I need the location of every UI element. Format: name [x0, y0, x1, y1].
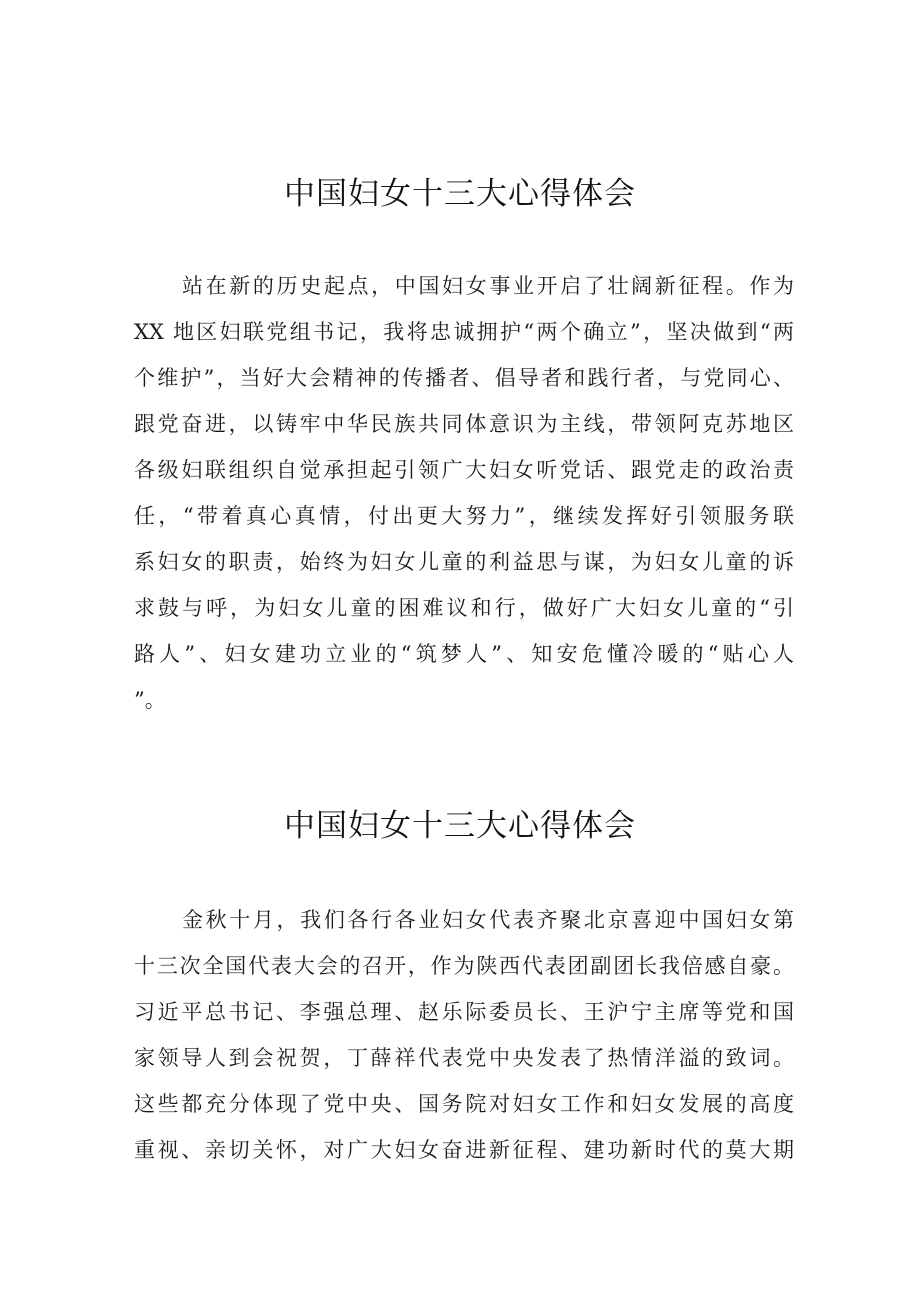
text-line: 系妇女的职责，始终为妇女儿童的利益思与谋，为妇女儿童的诉 [134, 550, 794, 574]
text-line: 这些都充分体现了党中央、国务院对妇女工作和妇女发展的高度 [134, 1092, 794, 1116]
text-line: 站在新的历史起点，中国妇女事业开启了壮阔新征程。作为 [182, 274, 794, 298]
text-line: 金秋十月，我们各行各业妇女代表齐聚北京喜迎中国妇女第 [182, 908, 794, 932]
text-line: 任，“带着真心真情，付出更大努力”，继续发挥好引领服务联 [134, 504, 794, 528]
text-line: 各级妇联组织自觉承担起引领广大妇女听党话、跟党走的政治责 [134, 458, 794, 482]
text-line: 十三次全国代表大会的召开，作为陕西代表团副团长我倍感自豪。 [134, 954, 794, 978]
text-line: 重视、亲切关怀，对广大妇女奋进新征程、建功新时代的莫大期 [134, 1138, 794, 1162]
text-line: 习近平总书记、李强总理、赵乐际委员长、王沪宁主席等党和国 [134, 1000, 794, 1024]
text-line: 求鼓与呼，为妇女儿童的困难议和行，做好广大妇女儿童的“引 [134, 596, 794, 620]
section-body-2 [134, 897, 794, 1173]
section-body-1 [134, 263, 794, 723]
text-line: 路人”、妇女建功立业的“筑梦人”、知安危懂冷暖的“贴心人 [134, 642, 794, 666]
section-title-1: 中国妇女十三大心得体会 [284, 176, 636, 212]
text-line: 个维护”，当好大会精神的传播者、倡导者和践行者，与党同心、 [134, 366, 794, 390]
text-line: 家领导人到会祝贺，丁薛祥代表党中央发表了热情洋溢的致词。 [134, 1046, 794, 1070]
section-title-2: 中国妇女十三大心得体会 [284, 808, 636, 844]
text-line: XX 地区妇联党组书记，我将忠诚拥护“两个确立”，坚决做到“两 [134, 320, 794, 344]
text-line: 跟党奋进，以铸牢中华民族共同体意识为主线，带领阿克苏地区 [134, 412, 794, 436]
text-line: ”。 [134, 688, 166, 712]
